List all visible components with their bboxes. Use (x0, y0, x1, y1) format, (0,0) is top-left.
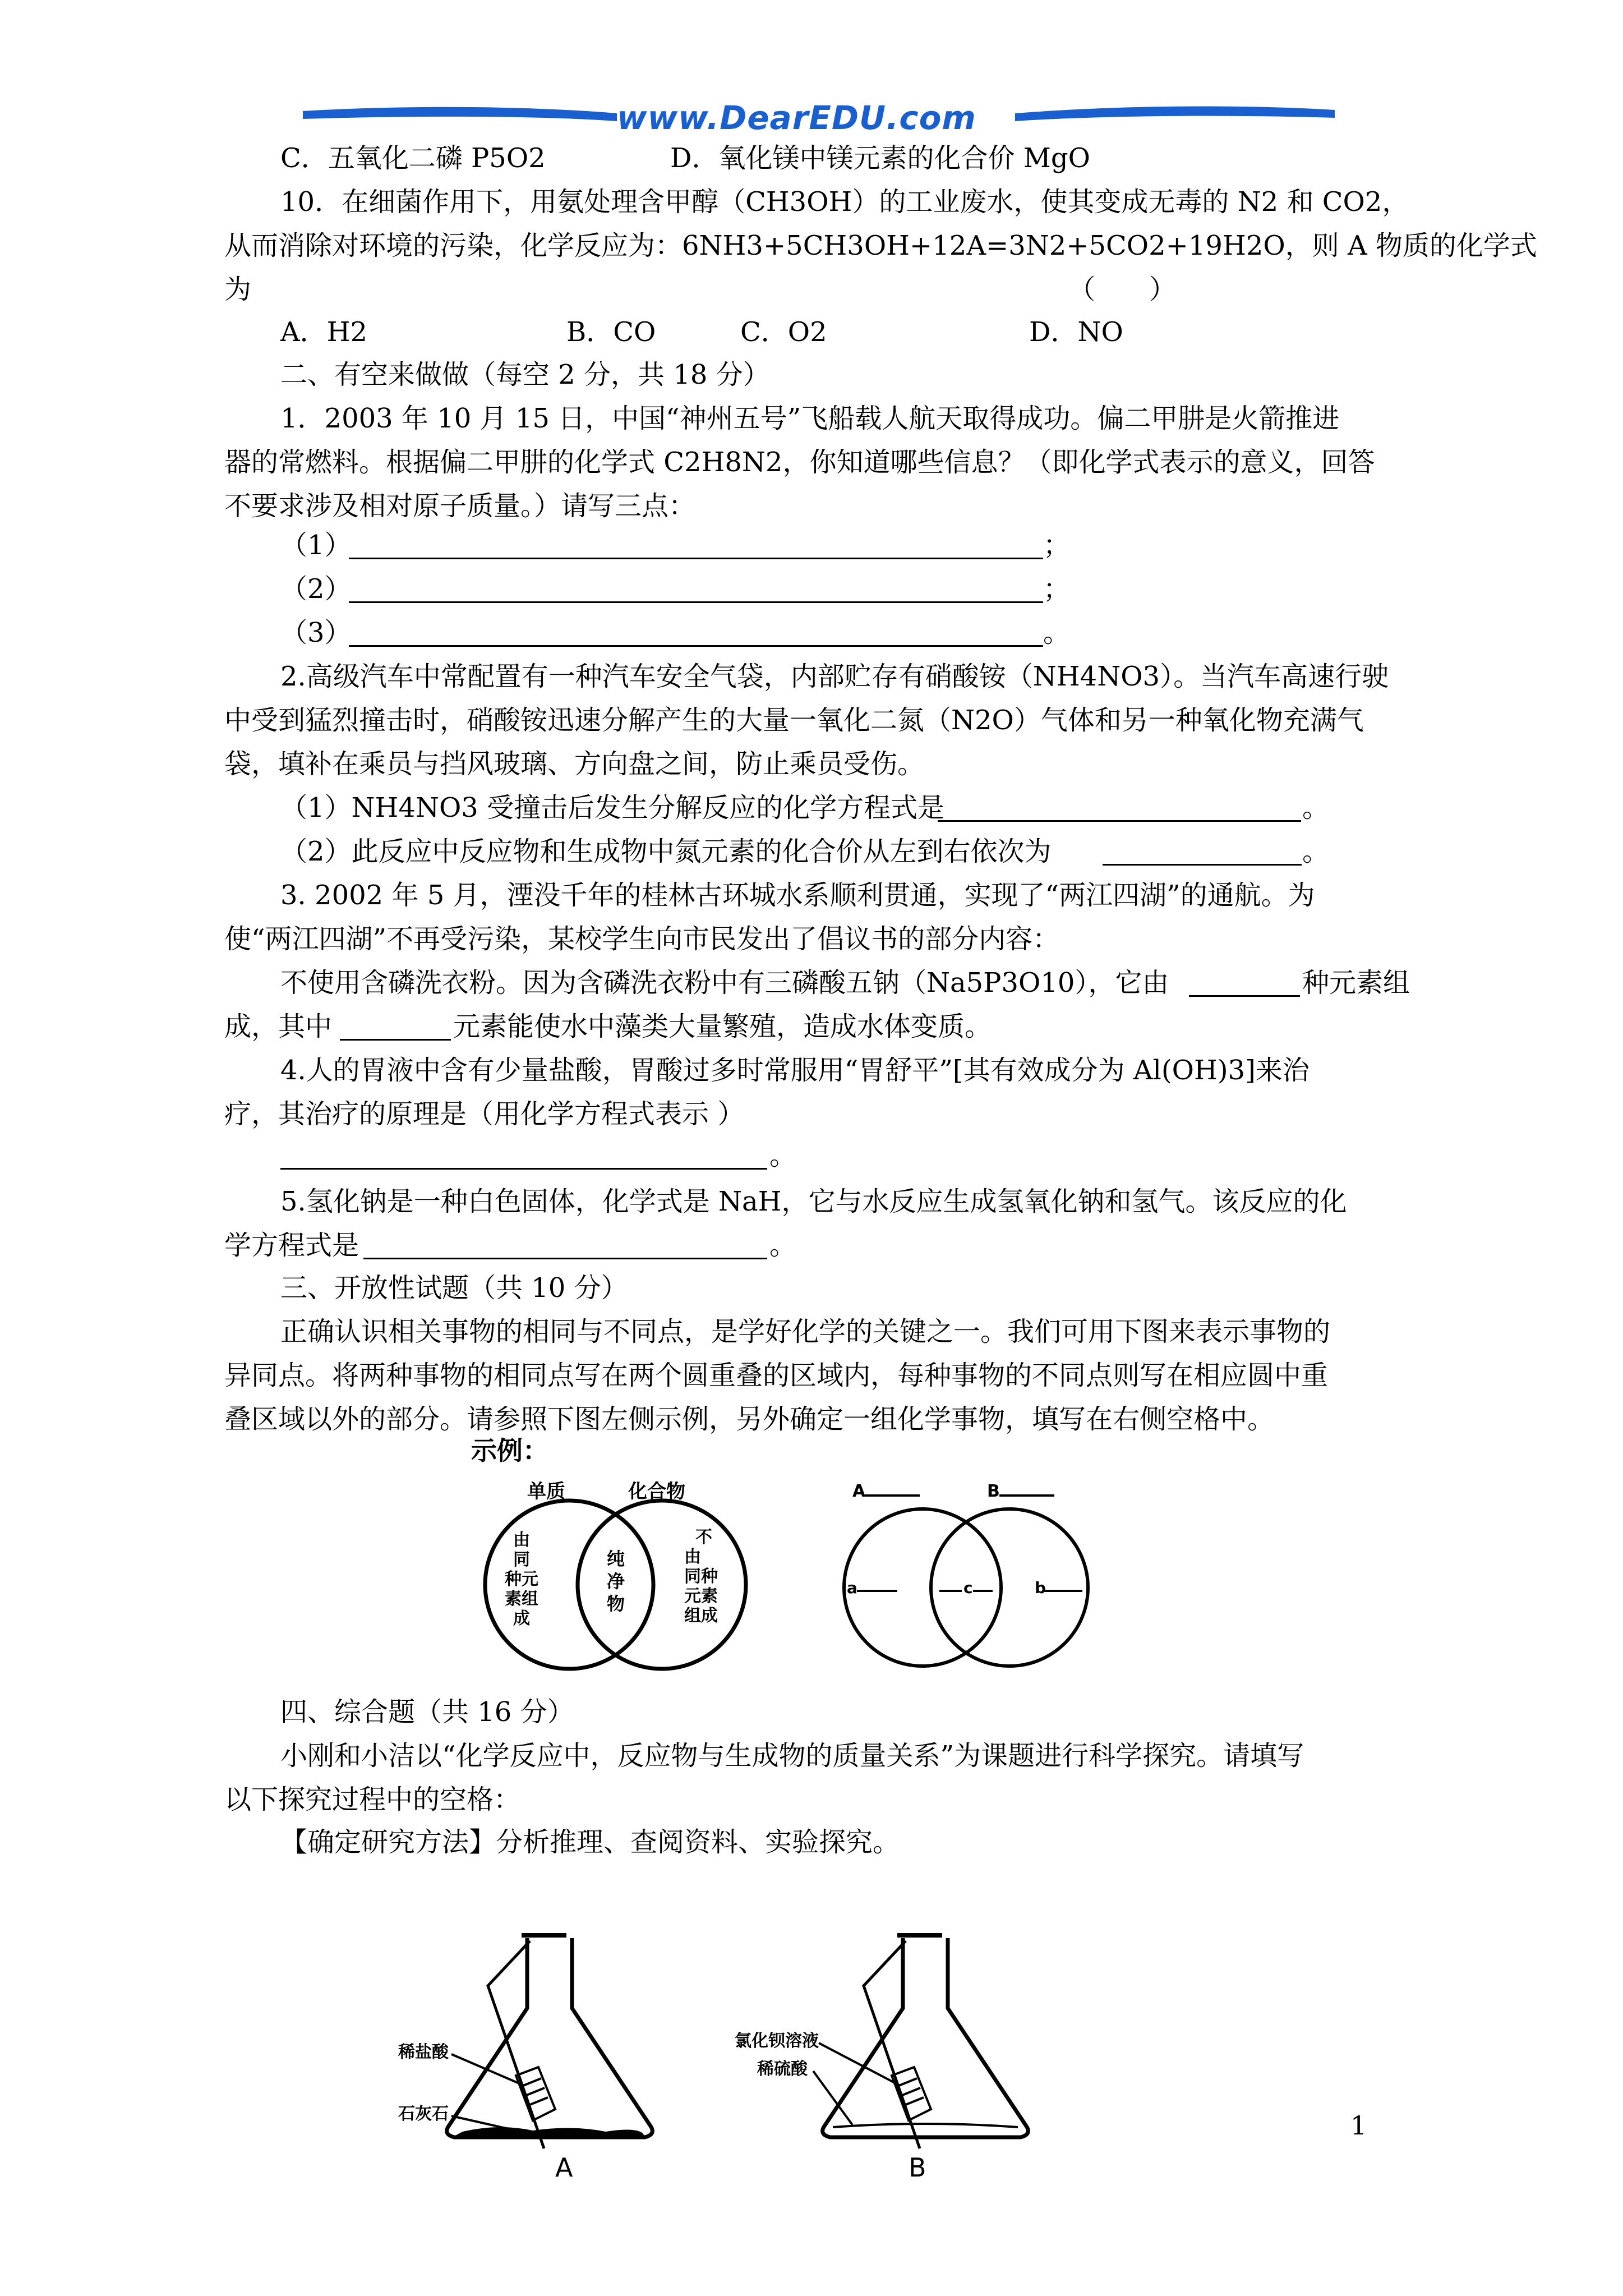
s2q5-line1: 5.氢化钠是一种白色固体，化学式是 NaH，它与水反应生成氢氧化钠和氢气。该反应的化 (280, 1186, 1347, 1217)
s2q4-end: 。 (769, 1140, 797, 1171)
svg-text:同种: 同种 (684, 1567, 718, 1586)
venn-blank-diagram (819, 1470, 1133, 1672)
s2q3-line2: 使“两江四湖”不再受污染，某校学生向市民发出了倡议书的部分内容： (224, 923, 1060, 955)
flask-b-diagram (735, 1907, 1094, 2188)
s2q2-sub1: （1）NH4NO3 受撞击后发生分解反应的化学方程式是 (280, 792, 945, 823)
s2q4-line2: 疗，其治疗的原理是（用化学方程式表示 ） (224, 1098, 745, 1130)
s2q1-blank1-end: ； (1043, 530, 1071, 561)
q9-option-d: D．氧化镁中镁元素的化合价 MgO (670, 142, 1090, 174)
venn-blank-label-b: B (987, 1481, 1000, 1501)
flask-b-label2: 稀硫酸 (757, 2059, 808, 2079)
flask-b-liquid (833, 2124, 1018, 2127)
flask-a-caption: A (555, 2152, 573, 2183)
flask-a-solid (454, 2127, 645, 2136)
q10-line2: 从而消除对环境的污染，化学反应为：6NH3+5CH3OH+12A=3N2+5CO2+19H2O，则 A 物质的化学式 (224, 230, 1537, 261)
q10-bracket: （ ） (1068, 274, 1177, 305)
section3-title: 三、开放性试题（共 10 分） (280, 1272, 628, 1304)
s2q5-blank[interactable] (363, 1258, 767, 1259)
svg-text:元素: 元素 (684, 1586, 718, 1606)
venn-example-right-text (684, 1527, 718, 1626)
s2q3-line1: 3. 2002 年 5 月，湮没千年的桂林古环城水系顺利贯通，实现了“两江四湖”的通航。为 (280, 880, 1315, 911)
flask-b-label1: 氯化钡溶液 (735, 2031, 819, 2051)
svg-text:素组: 素组 (505, 1589, 538, 1609)
venn-blank-left: a (847, 1579, 857, 1597)
s4-line3: 【确定研究方法】分析推理、查阅资料、实验探究。 (280, 1826, 900, 1858)
s2q1-blank2-label: （2） (280, 573, 352, 605)
q9-option-c: C．五氧化二磷 P5O2 (280, 142, 546, 174)
flask-a-label1: 稀盐酸 (398, 2042, 449, 2062)
s2q4-line1: 4.人的胃液中含有少量盐酸，胃酸过多时常服用“胃舒平”[其有效成分为 Al(OH)3]来治 (280, 1055, 1310, 1086)
s2q2-line2: 中受到猛烈撞击时，硝酸铵迅速分解产生的大量一氧化二氮（N2O）气体和另一种氧化物充满气 (224, 705, 1364, 736)
q10-option-d: D．NO (1029, 316, 1123, 348)
s2q2-sub1-blank[interactable] (938, 820, 1301, 822)
s2q2-sub1-end: 。 (1302, 792, 1330, 823)
s4-line1: 小刚和小洁以“化学反应中，反应物与生成物的质量关系”为课题进行科学探究。请填写 (280, 1740, 1304, 1772)
flask-a-tube (516, 2067, 555, 2120)
svg-text:同: 同 (513, 1550, 530, 1570)
svg-text:不: 不 (695, 1527, 712, 1547)
s2q1-blank3-line[interactable] (349, 645, 1043, 647)
venn-example-heading: 示例： (471, 1435, 548, 1466)
s2q1-blank2-line[interactable] (349, 601, 1043, 603)
flask-a-diagram (387, 1907, 735, 2188)
header-brand: www.DearEDU.com (617, 99, 976, 137)
svg-text:物: 物 (607, 1593, 625, 1614)
svg-text:成: 成 (513, 1609, 530, 1628)
section2-title: 二、有空来做做（每空 2 分，共 18 分） (280, 359, 770, 390)
s2q2-line1: 2.高级汽车中常配置有一种汽车安全气袋，内部贮存有硝酸铵（NH4NO3）。当汽车高速行驶 (280, 661, 1389, 692)
s3-line3: 叠区域以外的部分。请参照下图左侧示例，另外确定一组化学事物，填写在右侧空格中。 (224, 1404, 1275, 1435)
s2q3-line4a: 成，其中 (224, 1011, 333, 1042)
s2q3-line4b: 元素能使水中藻类大量繁殖，造成水体变质。 (453, 1011, 992, 1042)
s2q3-blank1[interactable] (1189, 995, 1300, 997)
venn-blank-middle: c (963, 1579, 973, 1597)
s2q3-blank2[interactable] (340, 1039, 451, 1041)
svg-text:由: 由 (684, 1547, 701, 1567)
venn-example-left-text (505, 1530, 538, 1628)
s4-line2: 以下探究过程中的空格： (224, 1784, 521, 1815)
svg-text:纯: 纯 (607, 1548, 625, 1570)
q10-option-b: B．CO (566, 316, 656, 348)
svg-text:组成: 组成 (684, 1606, 718, 1626)
section4-title: 四、综合题（共 16 分） (280, 1696, 574, 1728)
s2q2-sub2-blank[interactable] (1103, 864, 1302, 866)
flask-b-tube (892, 2067, 931, 2120)
q10-option-c: C．O2 (740, 316, 827, 348)
venn-blank-label-a: A (852, 1481, 866, 1501)
s2q3-line3a: 不使用含磷洗衣粉。因为含磷洗衣粉中有三磷酸五钠（Na5P3O10），它由 (280, 967, 1169, 999)
svg-text:净: 净 (607, 1571, 625, 1592)
flask-a-label2: 石灰石 (398, 2104, 449, 2124)
q10-line3: 为 (224, 274, 252, 305)
q10-line1: 10．在细菌作用下，用氨处理含甲醇（CH3OH）的工业废水，使其变成无毒的 N2 和 CO2， (280, 186, 1409, 218)
flask-b-caption: B (909, 2152, 926, 2183)
venn-blank-right: b (1035, 1579, 1046, 1597)
s2q5-line2: 学方程式是 (224, 1230, 359, 1261)
svg-text:由: 由 (513, 1530, 530, 1550)
s2q1-line3: 不要求涉及相对原子质量。）请写三点： (224, 490, 696, 522)
venn-example-middle-text (607, 1548, 625, 1614)
venn-blank-left-circle (844, 1509, 1001, 1666)
s2q1-blank3-end: 。 (1043, 617, 1071, 648)
s2q1-line1: 1．2003 年 10 月 15 日，中国“神州五号”飞船载人航天取得成功。偏二甲肼是火箭推进 (280, 403, 1340, 434)
s2q1-blank2-end: ； (1043, 573, 1071, 605)
venn-example-left-label: 单质 (527, 1480, 565, 1503)
s2q1-blank3-label: （3） (280, 617, 352, 648)
s3-line2: 异同点。将两种事物的相同点写在两个圆重叠的区域内，每种事物的不同点则写在相应圆中重 (224, 1360, 1329, 1391)
page-number: 1 (1350, 2110, 1367, 2141)
s2q1-blank1-line[interactable] (349, 558, 1043, 559)
venn-example-diagram (460, 1430, 808, 1683)
s2q5-end: 。 (769, 1230, 797, 1261)
s2q2-line3: 袋，填补在乘员与挡风玻璃、方向盘之间，防止乘员受伤。 (224, 748, 925, 780)
s3-line1: 正确认识相关事物的相同与不同点，是学好化学的关键之一。我们可用下图来表示事物的 (280, 1316, 1331, 1347)
venn-blank-right-circle (931, 1509, 1088, 1666)
svg-text:种元: 种元 (505, 1570, 538, 1589)
venn-example-right-circle (578, 1501, 746, 1669)
s2q2-sub2: （2）此反应中反应物和生成物中氮元素的化合价从左到右依次为 (280, 836, 1052, 867)
s2q3-line3b: 种元素组 (1302, 967, 1410, 999)
s2q4-blank[interactable] (280, 1168, 767, 1170)
s2q1-line2: 器的常燃料。根据偏二甲肼的化学式 C2H8N2，你知道哪些信息？（即化学式表示的意义，回答 (224, 447, 1375, 478)
s2q2-sub2-end: 。 (1302, 836, 1330, 867)
q10-option-a: A．H2 (280, 316, 368, 348)
venn-example-right-label: 化合物 (628, 1480, 685, 1503)
s2q1-blank1-label: （1） (280, 530, 352, 561)
